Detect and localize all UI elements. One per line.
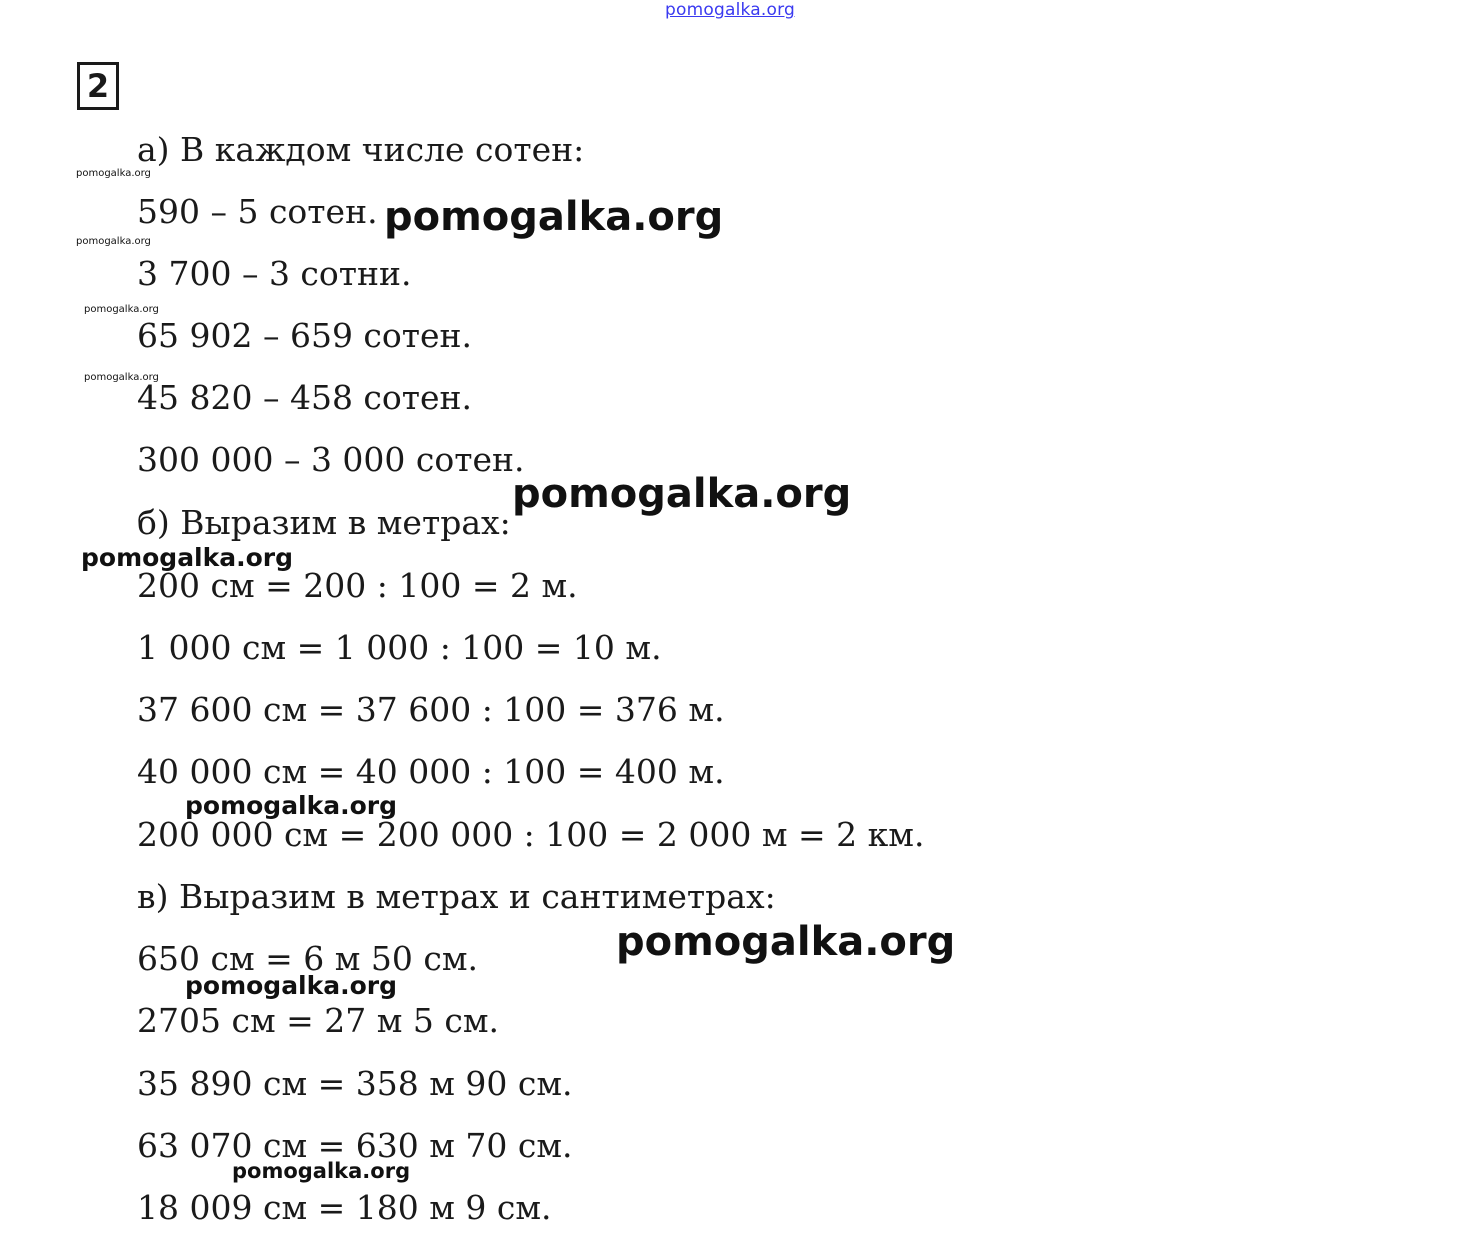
watermark-medium: pomogalka.org: [232, 1159, 411, 1183]
watermark-medium: pomogalka.org: [185, 971, 398, 1000]
part-b-line-4: 40 000 см = 40 000 : 100 = 400 м.: [137, 752, 725, 791]
watermark-medium: pomogalka.org: [185, 791, 398, 820]
task-number-box: 2: [77, 62, 119, 110]
part-b-line-1: 200 см = 200 : 100 = 2 м.: [137, 566, 578, 605]
watermark-large: pomogalka.org: [616, 919, 956, 965]
part-b-line-5: 200 000 см = 200 000 : 100 = 2 000 м = 2 км.: [137, 815, 925, 854]
part-c-line-3: 35 890 см = 358 м 90 см.: [137, 1064, 573, 1103]
watermark-small: pomogalka.org: [84, 304, 159, 315]
watermark-medium: pomogalka.org: [81, 543, 294, 572]
part-a-line-2: 3 700 – 3 сотни.: [137, 254, 412, 293]
part-c-line-2: 2705 см = 27 м 5 см.: [137, 1001, 500, 1040]
top-watermark: pomogalka.org: [665, 0, 795, 20]
watermark-large: pomogalka.org: [384, 194, 724, 240]
part-c-heading: в) Выразим в метрах и сантиметрах:: [137, 877, 776, 916]
part-c-line-1: 650 см = 6 м 50 см.: [137, 939, 479, 978]
watermark-large: pomogalka.org: [512, 471, 852, 517]
part-a-heading: а) В каждом числе сотен:: [137, 130, 585, 169]
part-a-line-4: 45 820 – 458 сотен.: [137, 378, 473, 417]
part-a-line-1: 590 – 5 сотен.: [137, 192, 378, 231]
part-b-heading: б) Выразим в метрах:: [137, 503, 511, 542]
part-c-line-5: 18 009 см = 180 м 9 см.: [137, 1188, 552, 1227]
watermark-small: pomogalka.org: [84, 372, 159, 383]
watermark-small: pomogalka.org: [76, 168, 151, 179]
part-a-line-3: 65 902 – 659 сотен.: [137, 316, 473, 355]
part-b-line-3: 37 600 см = 37 600 : 100 = 376 м.: [137, 690, 725, 729]
part-a-line-5: 300 000 – 3 000 сотен.: [137, 440, 525, 479]
part-c-line-4: 63 070 см = 630 м 70 см.: [137, 1126, 573, 1165]
watermark-small: pomogalka.org: [76, 236, 151, 247]
part-b-line-2: 1 000 см = 1 000 : 100 = 10 м.: [137, 628, 662, 667]
